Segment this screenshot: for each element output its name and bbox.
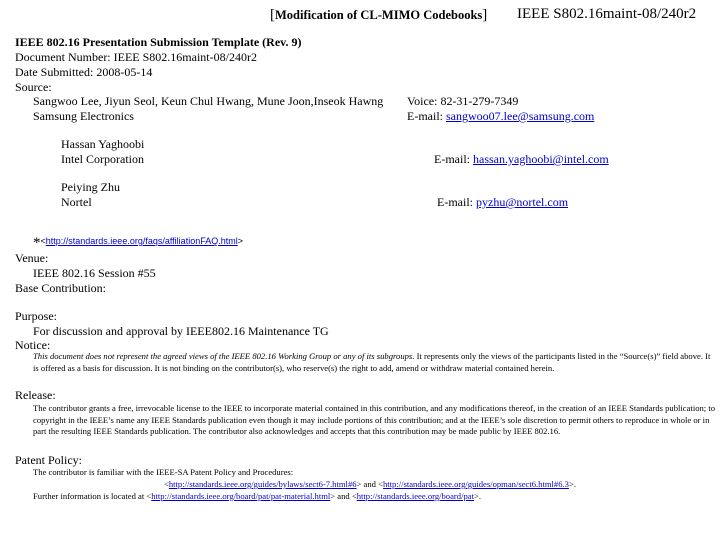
- email-label: E-mail:: [434, 152, 473, 166]
- email-label: E-mail:: [407, 109, 446, 123]
- pat-material-link[interactable]: http://standards.ieee.org/board/pat/pat-material.html: [151, 491, 331, 501]
- venue-label: Venue:: [15, 251, 49, 265]
- patent-line-1: The contributor is familiar with the IEEE-SA Patent Policy and Procedures:: [33, 467, 294, 477]
- patent-line-2: [164, 479, 576, 491]
- author-1-name: Sangwoo Lee, Jiyun Seol, Keun Chul Hwang, Mune Joon,Inseok Hawng: [33, 94, 384, 108]
- notice-text: [33, 351, 715, 374]
- author-1-email-link[interactable]: sangwoo07.lee@samsung.com: [446, 109, 595, 123]
- header-title-text: Modification of CL-MIMO Codebooks: [275, 8, 483, 22]
- author-1-email-row: [407, 109, 594, 123]
- gt: >: [237, 236, 243, 246]
- patent-end: >.: [568, 479, 576, 489]
- author-2-name: Hassan Yaghoobi: [61, 137, 145, 151]
- author-2-org: Intel Corporation: [61, 152, 144, 166]
- template-title: IEEE 802.16 Presentation Submission Template (Rev. 9): [15, 35, 302, 49]
- release-label: Release:: [15, 388, 56, 402]
- asterisk: *: [33, 235, 41, 251]
- notice-text-rest: . It represents only the views of the participants listed in the “Source(s)” field above. It is offered as a basis for discussion. It is not binding on the contributor(s), who reserve(s) the right to add, amend or withdraw material contained herein.: [33, 351, 711, 373]
- author-2-email-link[interactable]: hassan.yaghoobi@intel.com: [473, 152, 609, 166]
- email-label: E-mail:: [437, 195, 476, 209]
- author-1-org: Samsung Electronics: [33, 109, 134, 123]
- patent-line-3: [33, 491, 481, 503]
- base-contribution-label: Base Contribution:: [15, 281, 106, 295]
- close-bracket: ]: [482, 7, 488, 23]
- author-3-org: Nortel: [61, 195, 92, 209]
- opman-link[interactable]: http://standards.ieee.org/guides/opman/sect6.html#6.3: [382, 479, 569, 489]
- author-3-email-row: [437, 195, 568, 209]
- lt: <: [40, 236, 46, 246]
- source-label: Source:: [15, 80, 52, 94]
- notice-text-italic: This document does not represent the agreed views of the IEEE 802.16 Working Group or any of its subgroups: [33, 351, 413, 361]
- patent-and: > and <: [330, 491, 357, 501]
- affiliation-row: [33, 235, 243, 249]
- patent-label: Patent Policy:: [15, 453, 82, 467]
- purpose-value: For discussion and approval by IEEE802.16 Maintenance TG: [33, 324, 329, 338]
- author-1-voice: Voice: 82-31-279-7349: [407, 94, 519, 108]
- patent-end: >.: [473, 491, 481, 501]
- notice-label: Notice:: [15, 338, 51, 352]
- patent-and: > and <: [356, 479, 383, 489]
- venue-value: IEEE 802.16 Session #55: [33, 266, 156, 280]
- author-3-email-link[interactable]: pyzhu@nortel.com: [476, 195, 569, 209]
- header-doc-id: IEEE S802.16maint-08/240r2: [517, 6, 697, 22]
- document-number: Document Number: IEEE S802.16maint-08/240r2: [15, 50, 257, 64]
- lt: <: [164, 479, 169, 489]
- author-3-name: Peiying Zhu: [61, 180, 120, 194]
- open-bracket: [: [270, 7, 275, 23]
- release-text: The contributor grants a free, irrevocable license to the IEEE to incorporate material contained in this contribution, and any modifications thereof, in the creation of an IEEE Standards publication; to copyright in the IEEE’s name any IEEE Standards publication even though it may include portions of this contribution; and at the IEEE’s sole discretion to permit others to reproduce in whole or in part the resulting IEEE Standards publication. The contributor also acknowledges and accepts that this contribution may be made public by IEEE 802.16.: [33, 403, 716, 437]
- purpose-label: Purpose:: [15, 309, 57, 323]
- header-title: [270, 6, 487, 24]
- patent-further-prefix: Further information is located at <: [33, 491, 152, 501]
- date-submitted: Date Submitted: 2008-05-14: [15, 65, 153, 79]
- author-2-email-row: [434, 152, 609, 166]
- affiliation-faq-link[interactable]: http://standards.ieee.org/faqs/affiliationFAQ.html: [45, 236, 238, 246]
- board-pat-link[interactable]: http://standards.ieee.org/board/pat: [356, 491, 474, 501]
- bylaws-link[interactable]: http://standards.ieee.org/guides/bylaws/sect6-7.html#6: [168, 479, 357, 489]
